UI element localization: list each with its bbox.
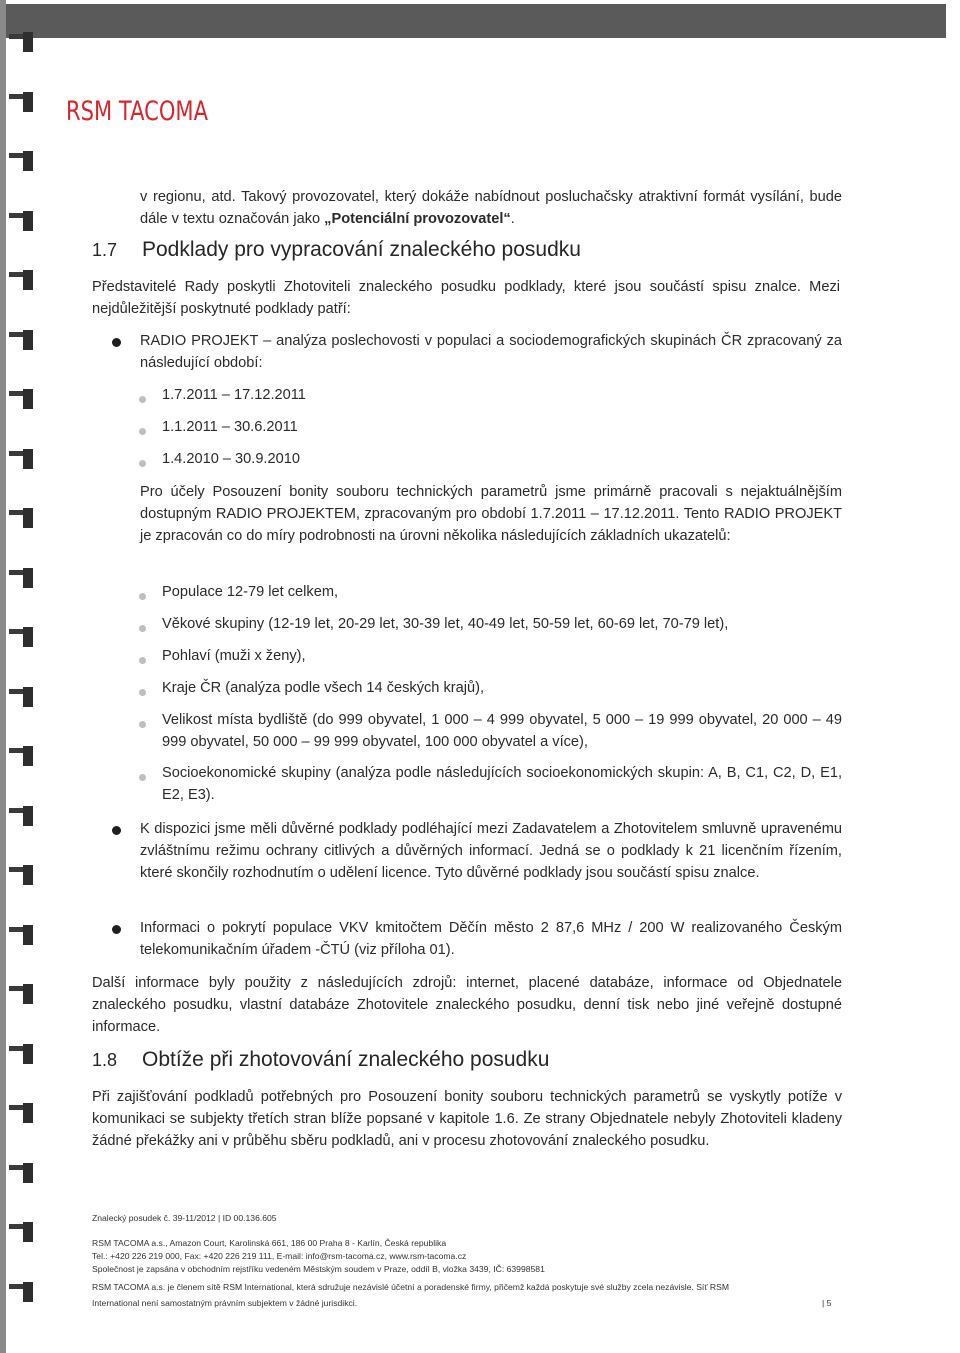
binder-ring — [5, 1280, 35, 1302]
footer-network: RSM TACOMA a.s. je členem sítě RSM International, která sdružuje nezávislé účetní a poradenské firmy, přičemž každá poskytuje své služby zcela nezávisle. Síť RSM — [92, 1282, 730, 1292]
footer-company: RSM TACOMA a.s., Amazon Court, Karolinská 661, 186 00 Praha 8 - Karlín, Česká republika — [92, 1238, 447, 1248]
sub-bullet-dot — [139, 689, 146, 696]
binder-ring — [5, 387, 35, 409]
period-item: 1.7.2011 – 17.12.2011 — [162, 387, 306, 403]
binder-ring — [5, 1101, 35, 1123]
sub-bullet-dot — [139, 625, 146, 632]
binder-ring — [5, 923, 35, 945]
sub-bullet-dot — [139, 593, 146, 600]
intro-paragraph: v regionu, atd. Takový provozovatel, který dokáže nabídnout posluchačsky atraktivní formát vysílání, bude dále v textu označován jako „Potenciální provozovatel“. — [140, 189, 842, 227]
binder-ring — [5, 685, 35, 707]
section-1-8-heading: 1.8 Obtíže při zhotovování znaleckého posudku — [92, 1048, 550, 1071]
binder-ring — [5, 1042, 35, 1064]
indicator-item: Velikost místa bydliště (do 999 obyvatel, 1 000 – 4 999 obyvatel, 5 000 – 19 999 obyvatel, 20 000 – 49 999 obyvatel, 50 000 – 99 999 obyvatel, 100 000 obyvatel a více), — [162, 712, 842, 750]
binder-ring — [5, 744, 35, 766]
binder-ring — [5, 1220, 35, 1242]
bullet-confidential: K dispozici jsme měli důvěrné podklady podléhající mezi Zadavatelem a Zhotovitelem smluvně upravenému zvláštnímu režimu ochrany citlivých a důvěrných informací. Jedná se o podklady k 21 licenčním řízením, které skončily rozhodnutím o udělení licence. Tyto důvěrné podklady jsou součástí spisu znalce. — [140, 821, 842, 881]
period-item: 1.4.2010 – 30.9.2010 — [162, 451, 300, 467]
binder-ring — [5, 447, 35, 469]
binder-ring — [5, 328, 35, 350]
sub-bullet-dot — [139, 460, 146, 467]
binder-ring — [5, 804, 35, 826]
binder-rings — [5, 30, 37, 1340]
binder-ring — [5, 863, 35, 885]
sub-bullet-dot — [139, 657, 146, 664]
intro-bold-term: „Potenciální provozovatel“ — [324, 211, 511, 227]
binder-ring — [5, 90, 35, 112]
binder-ring — [5, 30, 35, 52]
bullet-radio-projekt: RADIO PROJEKT – analýza poslechovosti v populaci a sociodemografických skupinách ČR zpracovaný za následující období: — [140, 333, 842, 371]
page-number: | 5 — [822, 1298, 832, 1308]
binder-ring — [5, 209, 35, 231]
binder-ring — [5, 1161, 35, 1183]
sub-bullet-dot — [139, 428, 146, 435]
bullet-dot — [112, 925, 121, 934]
bullet-dot — [112, 826, 121, 835]
footer-network-2: International není samostatným právním subjektem v žádné jurisdikci. — [92, 1298, 358, 1308]
company-logo: RSM TACOMA — [66, 96, 208, 127]
period-item: 1.1.2011 – 30.6.2011 — [162, 419, 298, 435]
scan-top-border — [0, 4, 946, 38]
indicator-item: Věkové skupiny (12-19 let, 20-29 let, 30-39 let, 40-49 let, 50-59 let, 60-69 let, 70-79 let), — [162, 616, 729, 632]
other-sources-paragraph: Další informace byly použity z následujících zdrojů: internet, placené databáze, informace od Objednatele znaleckého posudku, vlastní databáze Zhotovitele znaleckého posudku, denní tisk nebo jiné veřejně dostupné informace. — [92, 975, 842, 1035]
indicator-item: Kraje ČR (analýza podle všech 14 českých krajů), — [162, 680, 485, 696]
section-1-7-paragraph: Představitelé Rady poskytli Zhotoviteli znaleckého posudku podklady, které jsou součástí spisu znalce. Mezi nejdůležitější poskytnuté podklady patří: — [92, 279, 840, 317]
binder-ring — [5, 506, 35, 528]
footer-registry: Společnost je zapsána v obchodním rejstříku vedeném Městským soudem v Praze, oddíl B, vložka 3439, IČ: 63998581 — [92, 1264, 545, 1274]
bullet-dot — [112, 338, 121, 347]
binder-ring — [5, 149, 35, 171]
indicator-item: Pohlaví (muži x ženy), — [162, 648, 306, 664]
indicator-item: Socioekonomické skupiny (analýza podle následujících socioekonomických skupin: A, B, C1, C2, D, E1, E2, E3). — [162, 765, 842, 803]
sub-bullet-dot — [139, 774, 146, 781]
sub-bullet-dot — [139, 721, 146, 728]
binder-ring — [5, 566, 35, 588]
indicator-item: Populace 12-79 let celkem, — [162, 584, 339, 600]
purpose-paragraph: Pro účely Posouzení bonity souboru technických parametrů jsme primárně pracovali s nejaktuálnějším dostupným RADIO PROJEKTEM, zpracovaným pro období 1.7.2011 – 17.12.2011. Tento RADIO PROJEKT je zpracován co do míry podrobnosti na úrovni několika následujících základních ukazatelů: — [140, 484, 842, 544]
binder-ring — [5, 982, 35, 1004]
sub-bullet-dot — [139, 396, 146, 403]
section-1-8-paragraph: Při zajišťování podkladů potřebných pro Posouzení bonity souboru technických parametrů se vyskytly potíže v komunikaci se subjekty třetích stran blíže popsané v kapitole 1.6. Ze strany Objednatele nebyly Zhotoviteli kladeny žádné překážky ani v průběhu sběru podkladů, ani v procesu zhotovování znaleckého posudku. — [92, 1089, 842, 1149]
footer-doc-ref: Znalecký posudek č. 39-11/2012 | ID 00.136.605 — [92, 1213, 277, 1223]
binder-ring — [5, 268, 35, 290]
section-1-7-heading: 1.7 Podklady pro vypracování znaleckého posudku — [92, 238, 581, 261]
footer-contact: Tel.: +420 226 219 000, Fax: +420 226 219 111, E-mail: info@rsm-tacoma.cz, www.rsm-tacoma.cz — [92, 1251, 467, 1261]
binder-ring — [5, 625, 35, 647]
bullet-coverage: Informaci o pokrytí populace VKV kmitočtem Děčín město 2 87,6 MHz / 200 W realizovaného Českým telekomunikačním úřadem -ČTÚ (viz příloha 01). — [140, 920, 842, 958]
